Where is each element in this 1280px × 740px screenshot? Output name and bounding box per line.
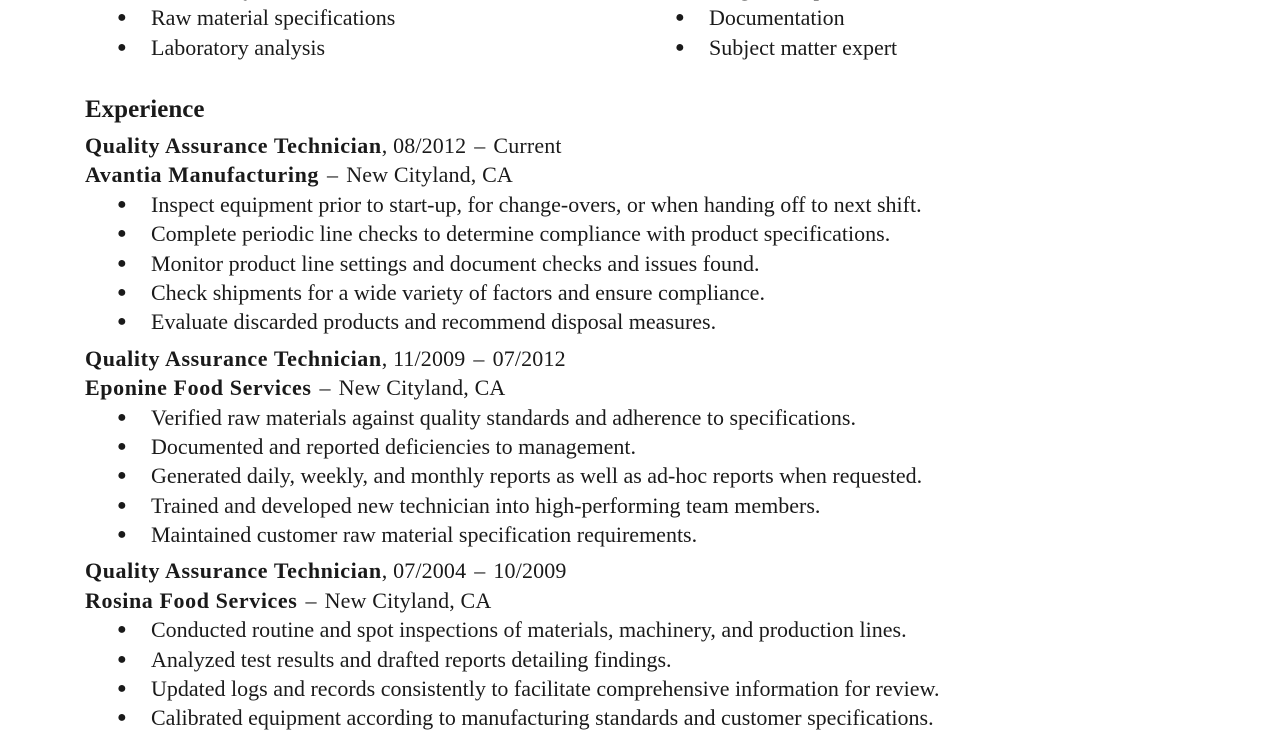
job-bullet [0,278,1280,307]
job-bullet [0,307,1280,336]
job-company: Eponine Food Services [85,375,312,401]
bullet-text: Updated logs and records consistently to facilitate comprehensive information for review. [151,676,940,702]
bullet-text: Complete periodic line checks to determine compliance with product specifications. [151,221,891,247]
job-location: New Cityland, CA [338,375,506,401]
job-bullet [0,219,1280,248]
dash-separator: – [474,133,486,158]
dash-separator: – [305,587,317,613]
skill-text [151,0,254,1]
job-entry [0,556,1280,732]
bullet-icon: ● [117,254,127,272]
job-location: New Cityland, CA [324,587,492,613]
bullet-text: Conducted routine and spot inspections of materials, machinery, and production lines. [151,617,907,643]
job-bullet [0,520,1280,549]
skills-list-left [0,0,395,62]
bullet-icon: ● [117,408,127,426]
job-entry [0,131,1280,337]
bullet-text: Generated daily, weekly, and monthly reports as well as ad-hoc reports when requested. [151,463,923,489]
bullet-icon: ● [117,9,127,27]
dash-separator: – [473,345,485,371]
dash-separator: – [327,162,339,188]
job-title: Quality Assurance Technician [85,133,382,158]
bullet-text: Monitor product line settings and document checks and issues found. [151,250,760,276]
job-bullet [0,645,1280,674]
bullet-icon: ● [117,709,127,727]
job-bullets [0,190,1280,337]
job-title: Quality Assurance Technician [85,345,382,371]
job-bullet [0,703,1280,732]
job-company-line [0,586,1280,615]
skill-text: Subject matter expert [709,34,898,60]
bullet-icon: ● [117,526,127,544]
bullet-icon: ● [117,621,127,639]
job-company-line [0,160,1280,189]
bullet-text: Inspect equipment prior to start-up, for change-overs, or when handing off to next shift. [151,191,922,217]
bullet-icon: ● [117,680,127,698]
skill-text: Laboratory analysis [151,34,326,60]
bullet-icon: ● [675,9,685,27]
bullet-text: Evaluate discarded products and recommend disposal measures. [151,309,717,335]
bullet-icon: ● [117,195,127,213]
bullet-text: Verified raw materials against quality standards and adherence to specifications. [151,404,856,430]
skill-item [558,3,928,32]
job-bullet [0,491,1280,520]
job-end-date: 07/2012 [492,345,566,371]
bullet-icon: ● [117,313,127,331]
skill-text: Raw material specifications [151,5,396,31]
job-company: Rosina Food Services [85,587,298,613]
job-bullet [0,674,1280,703]
job-bullet [0,432,1280,461]
job-entry [0,344,1280,550]
job-end-date: 10/2009 [493,558,567,584]
bullet-icon: ● [675,38,685,56]
job-start-date: 07/2004 [393,558,467,584]
job-bullets [0,615,1280,733]
skills-list-right [558,0,928,62]
job-title-line: Quality Assurance Technician, 08/2012 – Current [0,131,1280,160]
experience-heading: Experience [85,96,205,123]
skill-item [0,33,395,62]
job-bullet [0,190,1280,219]
job-bullet [0,615,1280,644]
bullet-icon: ● [117,225,127,243]
dash-separator: – [319,375,331,401]
job-bullet [0,249,1280,278]
bullet-icon: ● [117,467,127,485]
bullet-text: Maintained customer raw material specification requirements. [151,522,698,548]
bullet-icon: ● [117,437,127,455]
bullet-text: Check shipments for a wide variety of factors and ensure compliance. [151,279,765,305]
skill-item [0,3,395,32]
skill-item [558,33,928,62]
bullet-icon: ● [117,38,127,56]
job-company: Avantia Manufacturing [85,162,320,188]
bullet-icon: ● [117,496,127,514]
job-bullets [0,403,1280,550]
job-company-line [0,373,1280,402]
skill-text: Documentation [709,5,845,31]
bullet-icon: ● [117,283,127,301]
dash-separator: – [474,558,486,584]
job-start-date: 11/2009 [393,345,466,371]
job-title-line: Quality Assurance Technician, 07/2004 – 10/2009 [0,556,1280,585]
bullet-text: Trained and developed new technician into high-performing team members. [151,492,821,518]
bullet-text: Analyzed test results and drafted reports detailing findings. [151,646,672,672]
skill-text [709,0,928,1]
job-bullet [0,461,1280,490]
experience-list [0,131,1280,740]
job-title-line: Quality Assurance Technician, 11/2009 – 07/2012 [0,344,1280,373]
job-start-date: 08/2012 [393,133,467,158]
bullet-icon: ● [117,650,127,668]
job-title: Quality Assurance Technician [85,558,382,584]
job-location: New Cityland, CA [346,162,513,188]
bullet-text: Documented and reported deficiencies to management. [151,433,637,459]
job-bullet [0,403,1280,432]
job-end-date: Current [493,133,562,158]
bullet-text: Calibrated equipment according to manufacturing standards and customer specifications. [151,705,934,731]
